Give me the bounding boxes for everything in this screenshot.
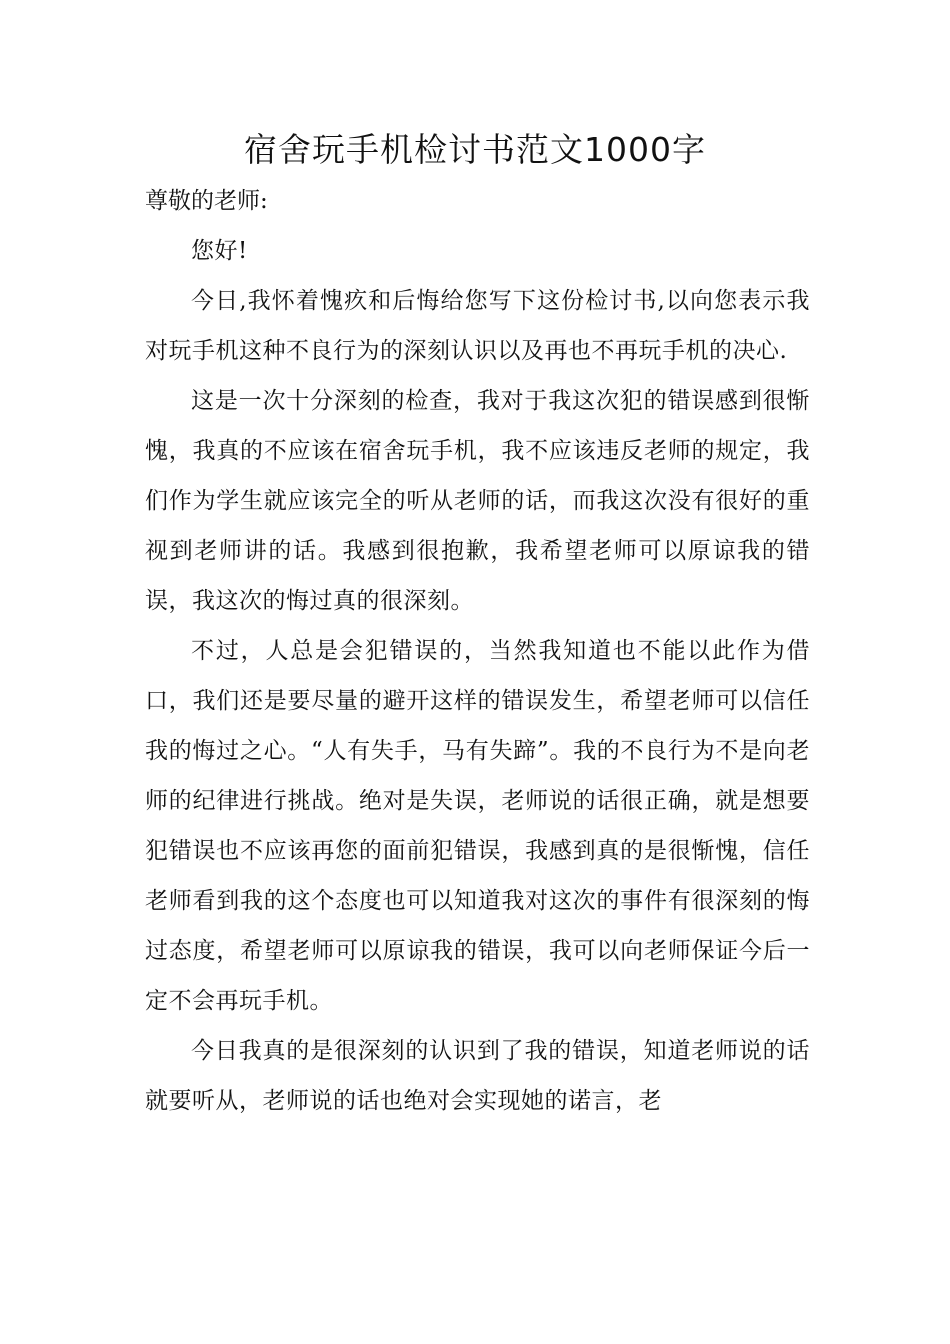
paragraph-1: 今日,我怀着愧疚和后悔给您写下这份检讨书,以向您表示我对玩手机这种不良行为的深刻认识以及再也不再玩手机的决心. xyxy=(145,288,810,364)
paragraph-4: 今日我真的是很深刻的认识到了我的错误，知道老师说的话就要听从，老师说的话也绝对会实现她的诺言，老 xyxy=(145,1038,810,1114)
salutation: 尊敬的老师: xyxy=(145,188,268,214)
document-title: 宿舍玩手机检讨书范文1000字 xyxy=(244,130,706,169)
document-body xyxy=(145,176,810,1126)
paragraph-3: 不过，人总是会犯错误的，当然我知道也不能以此作为借口，我们还是要尽量的避开这样的错误发生，希望老师可以信任我的悔过之心。“人有失手，马有失蹄”。我的不良行为不是向老师的纪律进行挑战。绝对是失误，老师说的话很正确，就是想要犯错误也不应该再您的面前犯错误，我感到真的是很惭愧，信任老师看到我的这个态度也可以知道我对这次的事件有很深刻的悔过态度，希望老师可以原谅我的错误，我可以向老师保证今后一定不会再玩手机。 xyxy=(145,638,810,1014)
paragraph-2: 这是一次十分深刻的检查，我对于我这次犯的错误感到很惭愧，我真的不应该在宿舍玩手机，我不应该违反老师的规定，我们作为学生就应该完全的听从老师的话，而我这次没有很好的重视到老师讲的话。我感到很抱歉，我希望老师可以原谅我的错误，我这次的悔过真的很深刻。 xyxy=(145,388,810,614)
greeting: 您好! xyxy=(191,238,248,264)
